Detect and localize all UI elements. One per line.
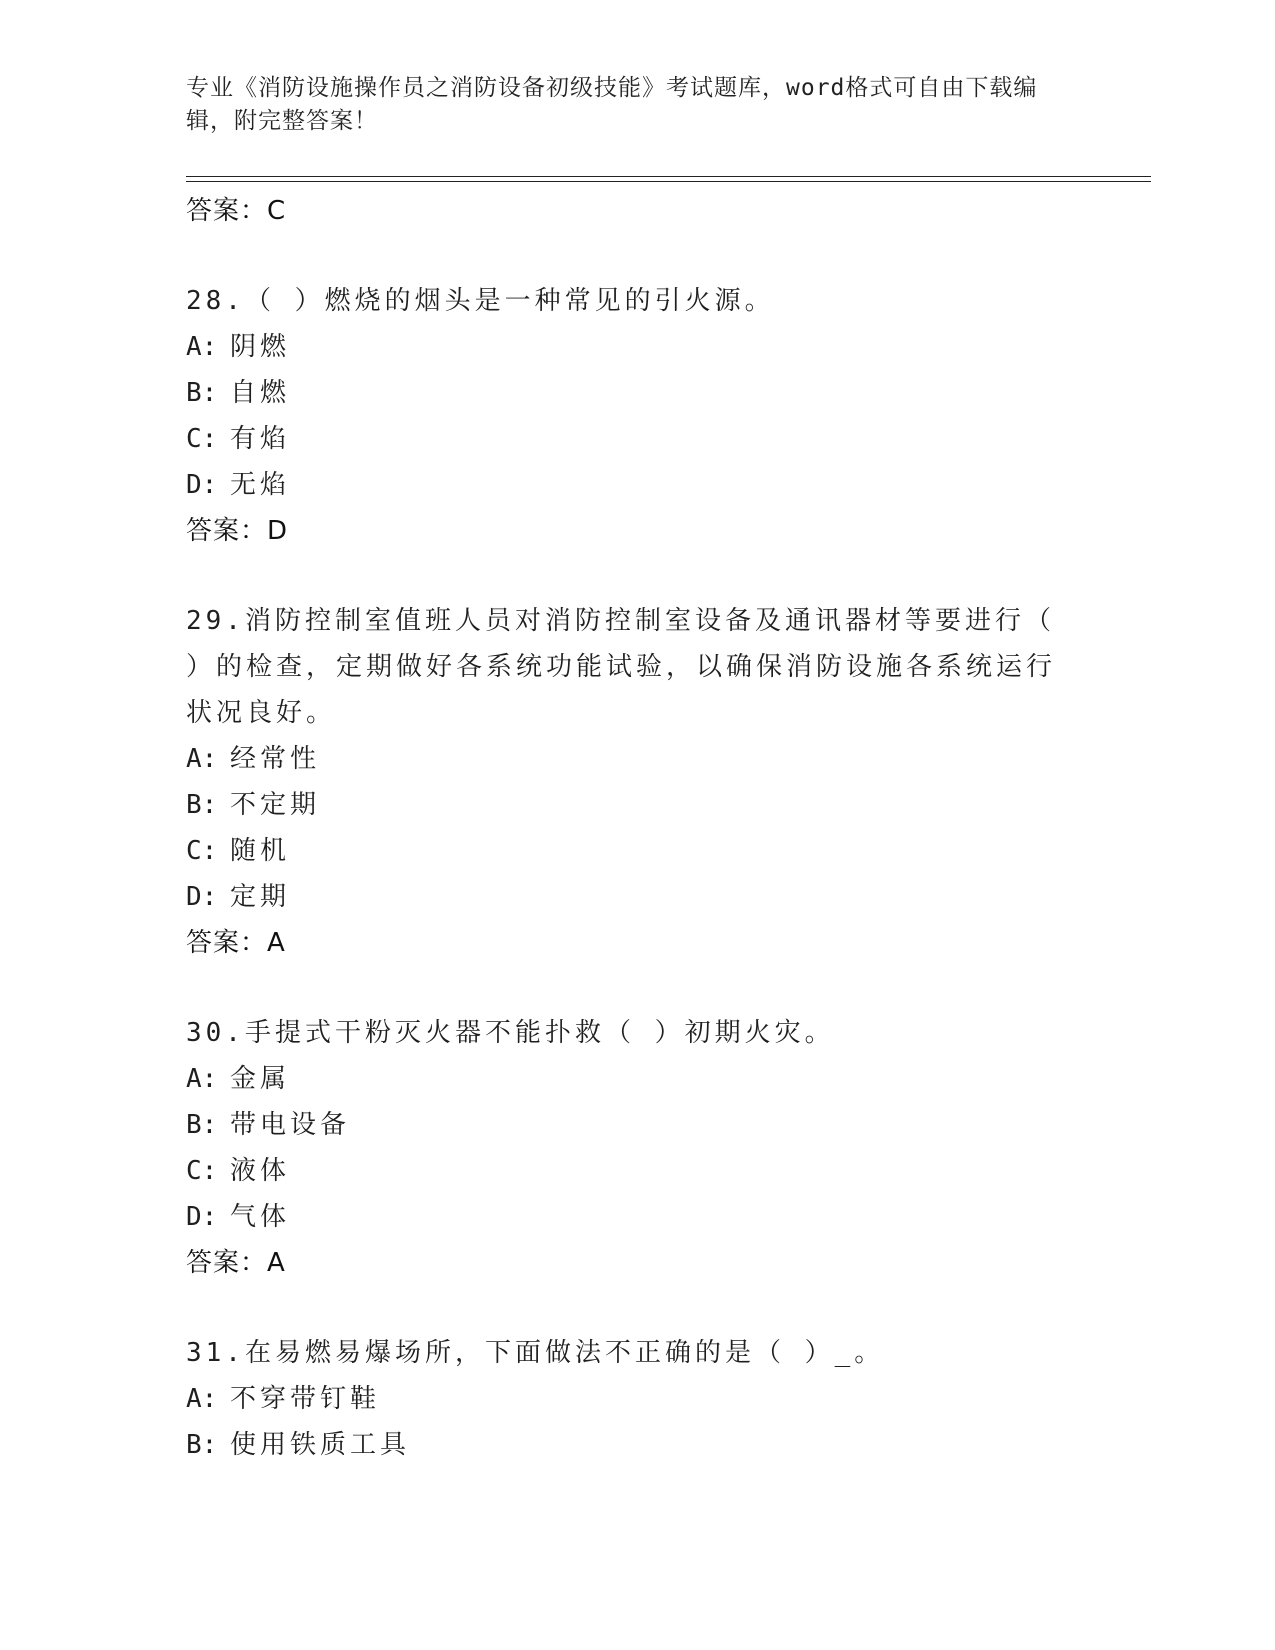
- option-c: [186, 1148, 1066, 1194]
- option-c: [186, 828, 1066, 874]
- option-key: D:: [186, 470, 218, 500]
- answer-line: 答案：A: [186, 1248, 286, 1278]
- option-key: A:: [186, 1064, 218, 1094]
- answer-line: 答案：D: [186, 516, 289, 546]
- option-text: 带电设备: [230, 1110, 351, 1140]
- question-text: 28.（ ）燃烧的烟头是一种常见的引火源。: [186, 286, 775, 316]
- option-key: C:: [186, 836, 218, 866]
- header-divider: [186, 176, 1151, 182]
- option-d: [186, 462, 1066, 508]
- option-a: [186, 1376, 1066, 1422]
- option-text: 使用铁质工具: [230, 1430, 411, 1460]
- option-text: 定期: [230, 882, 291, 912]
- answer-line: 答案：A: [186, 928, 286, 958]
- option-b: [186, 370, 1066, 416]
- option-text: 气体: [230, 1202, 291, 1232]
- option-text: 随机: [230, 836, 291, 866]
- option-a: [186, 324, 1066, 370]
- page-header: 专业《消防设施操作员之消防设备初级技能》考试题库，word格式可自由下载编辑，附完整答案！: [186, 75, 1038, 134]
- option-key: B:: [186, 1430, 218, 1460]
- option-text: 经常性: [230, 744, 321, 774]
- question-text: 30.手提式干粉灭火器不能扑救（ ）初期火灾。: [186, 1018, 835, 1048]
- option-text: 阴燃: [230, 332, 291, 362]
- option-d: [186, 1194, 1066, 1240]
- option-text: 不穿带钉鞋: [230, 1384, 381, 1414]
- option-text: 自燃: [230, 378, 291, 408]
- option-b: [186, 782, 1066, 828]
- option-key: C:: [186, 1156, 218, 1186]
- option-a: [186, 736, 1066, 782]
- option-a: [186, 1056, 1066, 1102]
- option-b: [186, 1102, 1066, 1148]
- option-text: 有焰: [230, 424, 291, 454]
- option-text: 无焰: [230, 470, 291, 500]
- option-key: B:: [186, 378, 218, 408]
- document-content: [186, 188, 1066, 1468]
- option-text: 金属: [230, 1064, 291, 1094]
- option-key: B:: [186, 1110, 218, 1140]
- option-key: B:: [186, 790, 218, 820]
- option-text: 不定期: [230, 790, 321, 820]
- option-key: D:: [186, 1202, 218, 1232]
- answer-line: 答案：C: [186, 196, 287, 226]
- option-key: A:: [186, 744, 218, 774]
- question-text: 29.消防控制室值班人员对消防控制室设备及通讯器材等要进行（ ）的检查，定期做好各系统功能试验，以确保消防设施各系统运行状况良好。: [186, 606, 1057, 728]
- option-key: C:: [186, 424, 218, 454]
- option-c: [186, 416, 1066, 462]
- option-b: [186, 1422, 1066, 1468]
- question-text: 31.在易燃易爆场所，下面做法不正确的是（ ）_。: [186, 1338, 885, 1368]
- option-d: [186, 874, 1066, 920]
- option-key: A:: [186, 1384, 218, 1414]
- option-key: D:: [186, 882, 218, 912]
- option-text: 液体: [230, 1156, 291, 1186]
- option-key: A:: [186, 332, 218, 362]
